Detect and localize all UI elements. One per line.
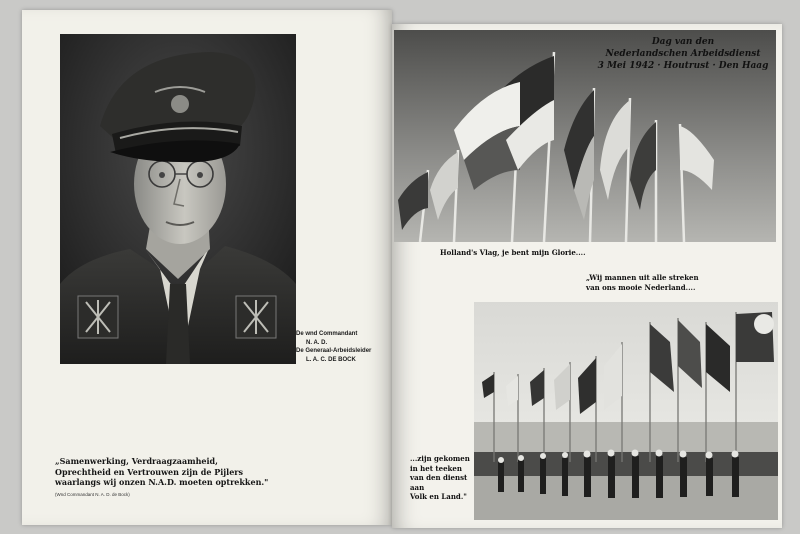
title-line: Dag van den xyxy=(651,37,715,47)
quote-source: (Wnd Commandant N. A. D. de Bock) xyxy=(55,491,130,497)
caption-line: De Generaal-Arbeidsleider xyxy=(296,348,372,354)
service-caption xyxy=(410,454,474,502)
caption-line: van ons mooie Nederland.... xyxy=(586,283,696,292)
caption-line: L. A. C. DE BOCK xyxy=(306,356,356,363)
caption-line: Volk en Land." xyxy=(410,492,467,501)
caption-line: aan xyxy=(410,482,425,492)
caption-line: N. A. D. xyxy=(306,339,328,346)
event-title xyxy=(588,36,778,72)
caption-line: in het teeken xyxy=(410,463,462,473)
quote-line: „Samenwerking, Verdraagzaamheid, xyxy=(55,456,218,466)
caption-line: ...zijn gekomen xyxy=(410,454,470,463)
quote-line: waarlangs wij onzen N.A.D. moeten optrekken." xyxy=(55,477,269,487)
caption-line: van den dienst xyxy=(410,473,468,482)
men-caption xyxy=(586,273,766,293)
caption-line: „Wij mannen uit alle streken xyxy=(586,273,699,282)
flag-caption: Holland's Vlag, je bent mijn Glorie.... xyxy=(440,248,586,257)
title-line: 3 Mei 1942 · Houtrust · Den Haag xyxy=(597,61,769,71)
portrait-caption xyxy=(296,330,396,364)
caption-line: De wnd Commandant xyxy=(296,331,358,337)
pillars-quote xyxy=(55,456,355,500)
quote-line: Oprechtheid en Vertrouwen zijn de Pijlers xyxy=(55,466,244,477)
march-photo xyxy=(474,302,778,520)
portrait-photo xyxy=(60,34,296,364)
title-line: Nederlandschen Arbeidsdienst xyxy=(605,49,761,59)
